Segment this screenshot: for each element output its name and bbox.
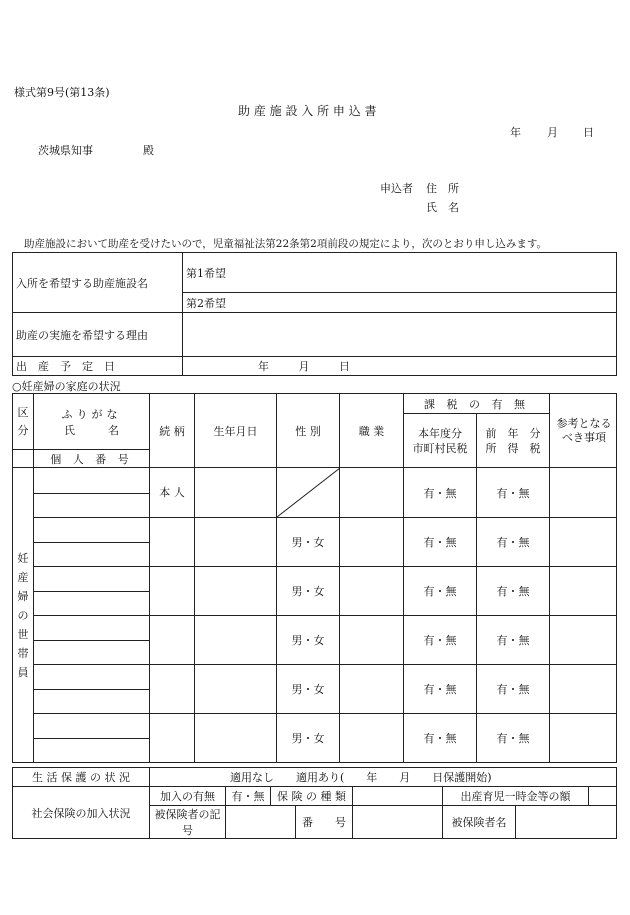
choice2-cell[interactable]: 第2希望 bbox=[183, 293, 617, 313]
welfare-value[interactable]: 適用なし 適用あり( 年 月 日保護開始) bbox=[150, 768, 617, 787]
household-table bbox=[12, 393, 617, 763]
col-tax: 課 税 の 有 無 bbox=[404, 394, 550, 414]
reason-cell[interactable] bbox=[183, 313, 617, 357]
col-tax-income: 前 年 分 所 得 税 bbox=[477, 414, 550, 468]
col-gender: 性 別 bbox=[277, 394, 340, 468]
number-label: 番 号 bbox=[296, 806, 353, 839]
col-furigana: ふりがな bbox=[61, 407, 122, 421]
col-kubun-sub bbox=[13, 450, 34, 468]
member-furigana-cell[interactable] bbox=[34, 567, 150, 592]
member-mynumber-cell[interactable] bbox=[34, 543, 150, 567]
symbol-label: 被保険者の記号 bbox=[150, 806, 226, 839]
member-mynumber-cell[interactable] bbox=[34, 641, 150, 665]
member-ref-cell[interactable] bbox=[550, 616, 617, 665]
table-row bbox=[13, 665, 617, 690]
member-job-cell[interactable] bbox=[340, 714, 404, 763]
member-mynumber-cell[interactable] bbox=[34, 739, 150, 763]
col-mynumber: 個 人 番 号 bbox=[34, 450, 150, 468]
member-ref-cell[interactable] bbox=[550, 468, 617, 518]
self-label: 本 人 bbox=[159, 486, 185, 499]
member-ref-cell[interactable] bbox=[550, 665, 617, 714]
col-furigana-name bbox=[34, 394, 150, 450]
member-tax-city-cell[interactable]: 有・無 bbox=[404, 518, 477, 567]
member-furigana-cell[interactable] bbox=[34, 468, 150, 494]
insurance-label: 社会保険の加入状況 bbox=[13, 787, 150, 839]
insured-name-value[interactable] bbox=[516, 806, 617, 839]
applicant-address-label: 住 所 bbox=[426, 182, 459, 195]
member-furigana-cell[interactable] bbox=[34, 714, 150, 739]
member-job-cell[interactable] bbox=[340, 567, 404, 616]
welfare-label: 生 活 保 護 の 状 況 bbox=[13, 768, 150, 787]
member-birth-cell[interactable] bbox=[195, 567, 277, 616]
form-number: 様式第9号(第13条) bbox=[14, 86, 110, 99]
member-relation-cell[interactable] bbox=[150, 714, 195, 763]
due-date-cell[interactable]: 年 月 日 bbox=[183, 357, 617, 376]
member-gender-cell[interactable]: 男・女 bbox=[277, 518, 340, 567]
member-birth-cell[interactable] bbox=[195, 518, 277, 567]
member-relation-cell[interactable] bbox=[150, 665, 195, 714]
member-furigana-cell[interactable] bbox=[34, 616, 150, 641]
member-ref-cell[interactable] bbox=[550, 567, 617, 616]
member-tax-income-cell[interactable]: 有・無 bbox=[477, 714, 550, 763]
member-furigana-cell[interactable] bbox=[34, 518, 150, 543]
col-birth: 生年月日 bbox=[195, 394, 277, 468]
number-value[interactable] bbox=[353, 806, 443, 839]
footer-table bbox=[12, 767, 617, 839]
addressee: 茨城県知事 bbox=[38, 144, 93, 157]
member-tax-income-cell[interactable]: 有・無 bbox=[477, 665, 550, 714]
member-tax-city-cell[interactable]: 有・無 bbox=[404, 468, 477, 518]
member-mynumber-cell[interactable] bbox=[34, 592, 150, 616]
member-gender-cell bbox=[277, 468, 340, 518]
lump-value[interactable] bbox=[589, 787, 617, 806]
col-relation: 続 柄 bbox=[150, 394, 195, 468]
reason-label: 助産の実施を希望する理由 bbox=[13, 313, 183, 357]
member-birth-cell[interactable] bbox=[195, 665, 277, 714]
member-gender-cell[interactable]: 男・女 bbox=[277, 665, 340, 714]
member-tax-city-cell[interactable]: 有・無 bbox=[404, 567, 477, 616]
member-mynumber-cell[interactable] bbox=[34, 690, 150, 714]
member-gender-cell[interactable]: 男・女 bbox=[277, 616, 340, 665]
member-birth-cell[interactable] bbox=[195, 468, 277, 518]
member-tax-income-cell[interactable]: 有・無 bbox=[477, 468, 550, 518]
member-job-cell[interactable] bbox=[340, 468, 404, 518]
table-row bbox=[13, 468, 617, 494]
member-birth-cell[interactable] bbox=[195, 616, 277, 665]
group-label: 妊産婦の世帯員 bbox=[13, 468, 34, 763]
due-label: 出 産 予 定 日 bbox=[13, 357, 183, 376]
date-year: 年 bbox=[510, 126, 521, 139]
facility-label: 入所を希望する助産施設名 bbox=[13, 253, 183, 313]
date-month: 月 bbox=[547, 126, 558, 139]
honorific: 殿 bbox=[143, 144, 154, 157]
page-title: 助 産 施 設 入 所 申 込 書 bbox=[238, 104, 377, 118]
intro-text: 助産施設において助産を受けたいので，児童福祉法第22条第2項前段の規定により，次のとおり申し込みます。 bbox=[24, 238, 547, 250]
member-relation-cell[interactable] bbox=[150, 616, 195, 665]
member-ref-cell[interactable] bbox=[550, 518, 617, 567]
member-gender-cell[interactable]: 男・女 bbox=[277, 714, 340, 763]
member-gender-cell[interactable]: 男・女 bbox=[277, 567, 340, 616]
member-tax-income-cell[interactable]: 有・無 bbox=[477, 518, 550, 567]
member-tax-city-cell[interactable]: 有・無 bbox=[404, 714, 477, 763]
member-relation-cell[interactable] bbox=[150, 518, 195, 567]
col-kubun: 区分 bbox=[13, 394, 34, 450]
member-ref-cell[interactable] bbox=[550, 714, 617, 763]
enroll-label: 加入の有無 bbox=[150, 787, 226, 806]
facility-table bbox=[12, 252, 617, 376]
col-job: 職 業 bbox=[340, 394, 404, 468]
table-row bbox=[13, 714, 617, 739]
member-relation-cell[interactable] bbox=[150, 468, 195, 518]
insured-name-label: 被保険者名 bbox=[443, 806, 516, 839]
member-relation-cell[interactable] bbox=[150, 567, 195, 616]
diagonal-slash bbox=[277, 468, 340, 517]
col-tax-city: 本年度分 市町村民税 bbox=[404, 414, 477, 468]
member-tax-city-cell[interactable]: 有・無 bbox=[404, 616, 477, 665]
applicant-label: 申込者 bbox=[380, 182, 413, 195]
member-furigana-cell[interactable] bbox=[34, 665, 150, 690]
member-birth-cell[interactable] bbox=[195, 714, 277, 763]
member-job-cell[interactable] bbox=[340, 665, 404, 714]
member-tax-income-cell[interactable]: 有・無 bbox=[477, 616, 550, 665]
col-name: 氏 名 bbox=[64, 423, 119, 437]
member-job-cell[interactable] bbox=[340, 518, 404, 567]
lump-label: 出産育児一時金等の額 bbox=[443, 787, 589, 806]
table-row bbox=[13, 518, 617, 543]
date-day: 日 bbox=[583, 126, 594, 139]
member-tax-city-cell[interactable]: 有・無 bbox=[404, 665, 477, 714]
section-title: ○妊産婦の家庭の状況 bbox=[12, 380, 121, 393]
member-mynumber-cell[interactable] bbox=[34, 493, 150, 518]
type-label: 保 険 の 種 類 bbox=[271, 787, 353, 806]
member-job-cell[interactable] bbox=[340, 616, 404, 665]
table-row bbox=[13, 616, 617, 641]
member-tax-income-cell[interactable]: 有・無 bbox=[477, 567, 550, 616]
symbol-value[interactable] bbox=[226, 806, 296, 839]
type-value[interactable] bbox=[353, 787, 443, 806]
table-row bbox=[13, 567, 617, 592]
applicant-name-label: 氏 名 bbox=[426, 201, 459, 214]
enroll-value[interactable]: 有・無 bbox=[226, 787, 271, 806]
choice1-cell[interactable]: 第1希望 bbox=[183, 253, 617, 293]
col-ref: 参考となるべき事項 bbox=[550, 394, 617, 468]
